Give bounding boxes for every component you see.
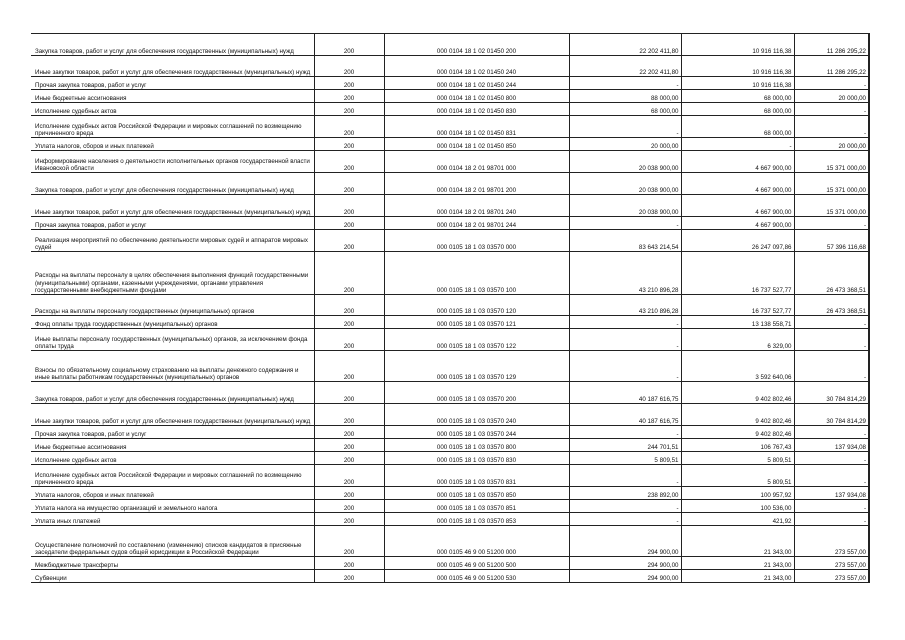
row-unexecuted-amount: - [794,77,869,90]
row-unexecuted-amount: - [794,426,869,439]
row-budget-classification-code: 000 0105 18 1 03 03570 240 [384,404,569,426]
row-name: Исполнение судебных актов Российской Федерации и мировых соглашений по возмещению причиненного вреда [31,116,314,138]
table-row [31,316,869,329]
row-unexecuted-amount: 30 784 814,29 [794,382,869,404]
row-executed-amount: 68 000,00 [681,103,794,116]
table-row [31,329,869,351]
table-row [31,500,869,513]
row-executed-amount: 5 809,51 [681,465,794,487]
row-executed-amount: 4 667 900,00 [681,217,794,230]
table-row [31,103,869,116]
row-name: Информирование населения о деятельности исполнительных органов государственной власти Ивановской области [31,151,314,173]
row-executed-amount: 6 329,00 [681,329,794,351]
row-approved-amount: 5 809,51 [569,452,681,465]
row-line-code: 200 [314,252,384,295]
table-row [31,173,869,195]
row-unexecuted-amount: - [794,116,869,138]
row-approved-amount: 244 701,51 [569,439,681,452]
table-row [31,351,869,382]
row-executed-amount: 9 402 802,46 [681,426,794,439]
row-budget-classification-code: 000 0104 18 1 02 01450 244 [384,77,569,90]
row-budget-classification-code: 000 0105 18 1 03 03570 850 [384,487,569,500]
row-line-code: 200 [314,77,384,90]
row-name: Фонд оплаты труда государственных (муниципальных) органов [31,316,314,329]
row-unexecuted-amount: 137 934,08 [794,487,869,500]
row-executed-amount: 5 809,51 [681,452,794,465]
row-name: Расходы на выплаты персоналу в целях обеспечения выполнения функций государственными (муниципальными) органами, казенными учреждениями, органами управления государственными внебюджетными фондами [31,252,314,295]
row-unexecuted-amount: - [794,316,869,329]
row-executed-amount: 9 402 802,46 [681,382,794,404]
row-budget-classification-code: 000 0105 18 1 03 03570 000 [384,230,569,252]
row-line-code: 200 [314,526,384,557]
row-approved-amount: 43 210 896,28 [569,252,681,295]
row-name: Субвенции [31,570,314,583]
row-unexecuted-amount: - [794,329,869,351]
row-budget-classification-code: 000 0104 18 1 02 01450 800 [384,90,569,103]
row-name: Прочая закупка товаров, работ и услуг [31,217,314,230]
table-row [31,217,869,230]
table-row [31,426,869,439]
row-executed-amount: 10 916 116,38 [681,34,794,56]
row-approved-amount: 68 000,00 [569,103,681,116]
row-executed-amount: 421,92 [681,513,794,526]
row-line-code: 200 [314,570,384,583]
row-unexecuted-amount: 20 000,00 [794,138,869,151]
row-budget-classification-code: 000 0105 18 1 03 03570 100 [384,252,569,295]
row-approved-amount: 88 000,00 [569,90,681,103]
row-line-code: 200 [314,500,384,513]
row-line-code: 200 [314,103,384,116]
row-budget-classification-code: 000 0105 18 1 03 03570 851 [384,500,569,513]
row-line-code: 200 [314,151,384,173]
row-name: Уплата налогов, сборов и иных платежей [31,138,314,151]
row-executed-amount: 100 536,00 [681,500,794,513]
table-row [31,557,869,570]
row-unexecuted-amount: 11 286 295,22 [794,34,869,56]
table-row [31,526,869,557]
row-line-code: 200 [314,426,384,439]
row-name: Иные бюджетные ассигнования [31,90,314,103]
row-approved-amount: 40 187 616,75 [569,382,681,404]
row-line-code: 200 [314,452,384,465]
row-line-code: 200 [314,329,384,351]
row-executed-amount: 3 592 640,06 [681,351,794,382]
row-line-code: 200 [314,295,384,316]
budget-execution-table [31,33,870,583]
row-unexecuted-amount: - [794,452,869,465]
row-executed-amount: 9 402 802,46 [681,404,794,426]
row-name: Иные закупки товаров, работ и услуг для обеспечения государственных (муниципальных) нужд [31,195,314,217]
row-unexecuted-amount: 20 000,00 [794,90,869,103]
row-line-code: 200 [314,90,384,103]
row-budget-classification-code: 000 0104 18 1 02 01450 830 [384,103,569,116]
row-approved-amount: 20 038 900,00 [569,195,681,217]
row-approved-amount: 43 210 896,28 [569,295,681,316]
row-budget-classification-code: 000 0104 18 1 02 01450 240 [384,56,569,77]
row-line-code: 200 [314,34,384,56]
row-line-code: 200 [314,56,384,77]
table-row [31,295,869,316]
row-executed-amount: 4 667 900,00 [681,195,794,217]
row-line-code: 200 [314,195,384,217]
table-row [31,56,869,77]
row-name: Иные выплаты персоналу государственных (муниципальных) органов, за исключением фонда оплаты труда [31,329,314,351]
row-name: Уплата иных платежей [31,513,314,526]
row-executed-amount: 68 000,00 [681,90,794,103]
row-approved-amount: - [569,316,681,329]
table-row [31,487,869,500]
row-approved-amount: - [569,77,681,90]
table-row [31,513,869,526]
row-budget-classification-code: 000 0105 18 1 03 03570 244 [384,426,569,439]
row-name: Исполнение судебных актов [31,103,314,116]
row-budget-classification-code: 000 0105 18 1 03 03570 853 [384,513,569,526]
row-approved-amount: - [569,426,681,439]
row-budget-classification-code: 000 0104 18 2 01 98701 244 [384,217,569,230]
row-executed-amount: 4 667 900,00 [681,151,794,173]
row-approved-amount: 40 187 616,75 [569,404,681,426]
row-budget-classification-code: 000 0105 18 1 03 03570 200 [384,382,569,404]
row-executed-amount: 21 343,00 [681,570,794,583]
row-budget-classification-code: 000 0105 18 1 03 03570 830 [384,452,569,465]
row-approved-amount: 22 202 411,80 [569,34,681,56]
row-unexecuted-amount: 57 396 116,68 [794,230,869,252]
row-executed-amount: 16 737 527,77 [681,295,794,316]
row-unexecuted-amount: 15 371 000,00 [794,173,869,195]
row-approved-amount: - [569,116,681,138]
table-row [31,151,869,173]
row-approved-amount: - [569,351,681,382]
row-executed-amount: 106 767,43 [681,439,794,452]
table-row [31,138,869,151]
row-executed-amount: 21 343,00 [681,557,794,570]
row-approved-amount: 294 900,00 [569,526,681,557]
row-budget-classification-code: 000 0105 18 1 03 03570 831 [384,465,569,487]
row-unexecuted-amount: 26 473 368,51 [794,252,869,295]
row-executed-amount: 10 916 116,38 [681,77,794,90]
table-row [31,116,869,138]
row-budget-classification-code: 000 0104 18 1 02 01450 831 [384,116,569,138]
row-unexecuted-amount: 15 371 000,00 [794,151,869,173]
row-unexecuted-amount: 26 473 368,51 [794,295,869,316]
row-unexecuted-amount: 137 934,08 [794,439,869,452]
row-line-code: 200 [314,404,384,426]
row-line-code: 200 [314,316,384,329]
row-line-code: 200 [314,557,384,570]
row-executed-amount: 16 737 527,77 [681,252,794,295]
row-unexecuted-amount: - [794,513,869,526]
row-name: Межбюджетные трансферты [31,557,314,570]
row-unexecuted-amount: 273 557,00 [794,526,869,557]
row-budget-classification-code: 000 0104 18 1 02 01450 200 [384,34,569,56]
table-row [31,34,869,56]
row-line-code: 200 [314,173,384,195]
row-name: Иные бюджетные ассигнования [31,439,314,452]
table-row [31,465,869,487]
row-name: Исполнение судебных актов Российской Федерации и мировых соглашений по возмещению причиненного вреда [31,465,314,487]
row-executed-amount: 21 343,00 [681,526,794,557]
row-name: Реализация мероприятий по обеспечению деятельности мировых судей и аппаратов мировых судей [31,230,314,252]
row-executed-amount: 13 138 558,71 [681,316,794,329]
row-line-code: 200 [314,351,384,382]
row-executed-amount: 10 916 116,38 [681,56,794,77]
row-budget-classification-code: 000 0105 18 1 03 03570 122 [384,329,569,351]
row-name: Исполнение судебных актов [31,452,314,465]
row-name: Расходы на выплаты персоналу государственных (муниципальных) органов [31,295,314,316]
row-budget-classification-code: 000 0105 46 9 00 51200 500 [384,557,569,570]
row-name: Иные закупки товаров, работ и услуг для обеспечения государственных (муниципальных) нужд [31,404,314,426]
table-row [31,382,869,404]
table-row [31,77,869,90]
row-line-code: 200 [314,465,384,487]
row-line-code: 200 [314,439,384,452]
budget-table-body [31,34,869,583]
row-budget-classification-code: 000 0105 18 1 03 03570 800 [384,439,569,452]
row-unexecuted-amount: 273 557,00 [794,557,869,570]
row-budget-classification-code: 000 0105 18 1 03 03570 129 [384,351,569,382]
row-name: Прочая закупка товаров, работ и услуг [31,426,314,439]
table-row [31,452,869,465]
row-line-code: 200 [314,382,384,404]
row-line-code: 200 [314,513,384,526]
row-approved-amount: 238 892,00 [569,487,681,500]
row-executed-amount: 26 247 097,86 [681,230,794,252]
row-executed-amount: - [681,138,794,151]
row-budget-classification-code: 000 0104 18 2 01 98701 240 [384,195,569,217]
table-row [31,90,869,103]
row-budget-classification-code: 000 0105 18 1 03 03570 121 [384,316,569,329]
table-row [31,570,869,583]
row-unexecuted-amount: 30 784 814,29 [794,404,869,426]
row-line-code: 200 [314,138,384,151]
row-unexecuted-amount: 15 371 000,00 [794,195,869,217]
row-line-code: 200 [314,230,384,252]
table-row [31,439,869,452]
row-approved-amount: - [569,465,681,487]
table-row [31,230,869,252]
table-row [31,404,869,426]
row-approved-amount: 20 000,00 [569,138,681,151]
row-approved-amount: - [569,513,681,526]
table-row [31,195,869,217]
row-approved-amount: 294 900,00 [569,557,681,570]
row-name: Взносы по обязательному социальному страхованию на выплаты денежного содержания и иные выплаты работникам государственных (муниципальных) органов [31,351,314,382]
row-budget-classification-code: 000 0104 18 1 02 01450 850 [384,138,569,151]
row-approved-amount: - [569,217,681,230]
row-approved-amount: 22 202 411,80 [569,56,681,77]
row-line-code: 200 [314,487,384,500]
row-name: Осуществление полномочий по составлению (изменению) списков кандидатов в присяжные заседатели федеральных судов общей юрисдикции в Российской Федерации [31,526,314,557]
budget-report-sheet [31,33,870,583]
row-budget-classification-code: 000 0105 18 1 03 03570 120 [384,295,569,316]
row-budget-classification-code: 000 0105 46 9 00 51200 000 [384,526,569,557]
row-budget-classification-code: 000 0104 18 2 01 98701 200 [384,173,569,195]
row-line-code: 200 [314,217,384,230]
row-line-code: 200 [314,116,384,138]
row-unexecuted-amount: - [794,103,869,116]
row-unexecuted-amount: - [794,217,869,230]
row-name: Закупка товаров, работ и услуг для обеспечения государственных (муниципальных) нужд [31,382,314,404]
row-budget-classification-code: 000 0105 46 9 00 51200 530 [384,570,569,583]
row-name: Иные закупки товаров, работ и услуг для обеспечения государственных (муниципальных) нужд [31,56,314,77]
row-unexecuted-amount: - [794,351,869,382]
row-approved-amount: 20 038 900,00 [569,173,681,195]
row-approved-amount: 20 038 900,00 [569,151,681,173]
row-approved-amount: 83 643 214,54 [569,230,681,252]
row-unexecuted-amount: - [794,465,869,487]
row-name: Уплата налогов, сборов и иных платежей [31,487,314,500]
row-name: Закупка товаров, работ и услуг для обеспечения государственных (муниципальных) нужд [31,34,314,56]
row-unexecuted-amount: 273 557,00 [794,570,869,583]
row-executed-amount: 100 957,92 [681,487,794,500]
row-name: Прочая закупка товаров, работ и услуг [31,77,314,90]
row-approved-amount: - [569,329,681,351]
row-approved-amount: - [569,500,681,513]
table-row [31,252,869,295]
row-unexecuted-amount: - [794,500,869,513]
row-unexecuted-amount: 11 286 295,22 [794,56,869,77]
row-budget-classification-code: 000 0104 18 2 01 98701 000 [384,151,569,173]
row-approved-amount: 294 900,00 [569,570,681,583]
row-name: Уплата налога на имущество организаций и земельного налога [31,500,314,513]
row-executed-amount: 4 667 900,00 [681,173,794,195]
row-executed-amount: 68 000,00 [681,116,794,138]
row-name: Закупка товаров, работ и услуг для обеспечения государственных (муниципальных) нужд [31,173,314,195]
